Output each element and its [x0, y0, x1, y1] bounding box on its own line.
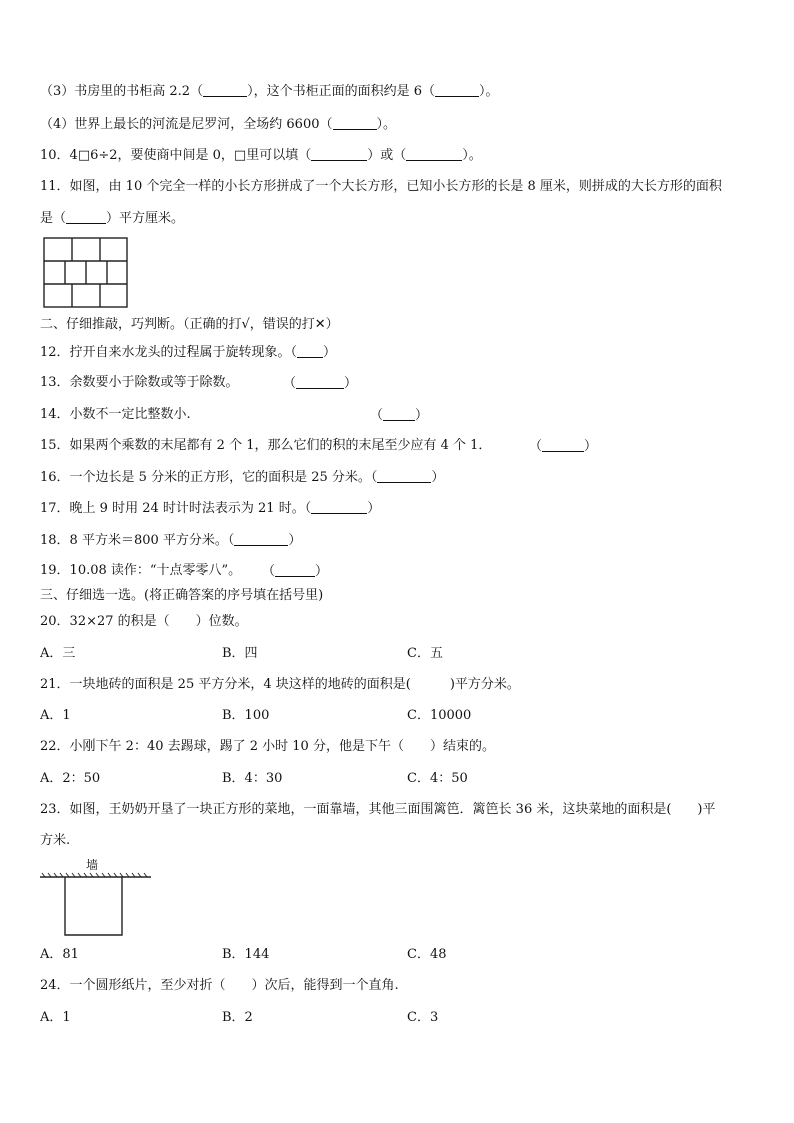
question-19 [40, 562, 241, 580]
question-23-option-a[interactable]: A．81 [40, 947, 79, 962]
question-20-option-b[interactable]: B．四 [222, 646, 258, 661]
answer-blank[interactable] [383, 406, 415, 421]
question-23-line1: 23．如图，王奶奶开垦了一块正方形的菜地，一面靠墙，其他三面围篱笆．篱笆长 36 米，这块菜地的面积是( )平 [40, 802, 716, 817]
answer-blank[interactable] [377, 468, 431, 483]
question-23-option-b[interactable]: B．144 [222, 947, 270, 962]
question-11-line1: 11．如图，由 10 个完全一样的小长方形拼成了一个大长方形，已知小长方形的长是 8 厘米，则拼成的大长方形的面积 [40, 179, 722, 194]
text: 17．晚上 9 时用 24 时计时法表示为 21 时。（ [40, 501, 312, 516]
text: （ [529, 439, 543, 454]
question-22-option-a[interactable]: A．2：50 [40, 771, 101, 786]
text: ） [344, 376, 358, 391]
question-20-option-a[interactable]: A．三 [40, 646, 76, 661]
text: （3）书房里的书柜高 2.2（ [40, 84, 204, 99]
question-11-line2 [40, 209, 184, 228]
text: ） [288, 533, 302, 548]
text: ） [367, 501, 381, 516]
question-14 [40, 406, 191, 424]
text: 18．8 平方米＝800 平方分米。（ [40, 533, 235, 548]
question-20-option-c[interactable]: C．五 [407, 646, 443, 661]
text: ）。 [478, 84, 499, 99]
question-22-option-c[interactable]: C．4：50 [407, 771, 468, 786]
text: ） [584, 439, 598, 454]
section-3-heading: 三、仔细选一选。(将正确答案的序号填在括号里) [40, 588, 324, 603]
question-15-bracket [529, 437, 597, 456]
question-13-bracket [283, 374, 357, 393]
answer-blank[interactable] [542, 437, 584, 452]
question-24: 24．一个圆形纸片，至少对折（ ）次后，能得到一个直角. [40, 978, 399, 993]
answer-blank[interactable] [311, 499, 367, 514]
text: （ [262, 564, 276, 579]
answer-blank[interactable] [435, 82, 479, 97]
question-23-option-c[interactable]: C．48 [407, 947, 447, 962]
question-18 [40, 531, 301, 550]
question-16 [40, 468, 444, 487]
text: ）平方厘米。 [106, 211, 185, 226]
answer-blank[interactable] [234, 531, 288, 546]
wall-garden-figure [38, 856, 154, 940]
answer-blank[interactable] [66, 209, 106, 224]
question-23-line2: 方米. [40, 833, 71, 848]
question-14-bracket [370, 406, 428, 425]
question-21-option-a[interactable]: A．1 [40, 708, 71, 723]
question-24-option-c[interactable]: C．3 [407, 1010, 439, 1025]
text: 13．余数要小于除数或等于除数。 [40, 375, 239, 390]
brick-rectangles-figure [43, 237, 129, 309]
answer-blank[interactable] [296, 374, 344, 389]
question-22: 22．小刚下午 2：40 去踢球，踢了 2 小时 10 分，他是下午（ ）结束的。 [40, 739, 495, 754]
text: ） [315, 564, 329, 579]
answer-blank[interactable] [297, 343, 323, 358]
text: （4）世界上最长的河流是尼罗河，全场约 6600（ [40, 117, 333, 132]
question-22-option-b[interactable]: B．4：30 [222, 771, 283, 786]
text: 16．一个边长是 5 分米的正方形，它的面积是 25 分米。（ [40, 470, 378, 485]
question-9-3 [40, 82, 499, 101]
answer-blank[interactable] [333, 115, 377, 130]
text: ） [415, 408, 429, 423]
question-20: 20．32×27 的积是（ ）位数。 [40, 614, 248, 629]
section-2-heading: 二、仔细推敲，巧判断。（正确的打√，错误的打✕） [40, 317, 339, 332]
question-24-option-b[interactable]: B．2 [222, 1010, 253, 1025]
question-19-bracket [262, 562, 328, 581]
answer-blank[interactable] [406, 146, 462, 161]
text: （ [370, 408, 384, 423]
text: （ [283, 376, 297, 391]
question-13 [40, 374, 239, 392]
answer-blank[interactable] [311, 146, 367, 161]
text: 15．如果两个乘数的末尾都有 2 个 1，那么它们的积的末尾至少应有 4 个 1． [40, 438, 492, 453]
text: 12．拧开自来水龙头的过程属于旋转现象。（ [40, 345, 298, 360]
answer-blank[interactable] [275, 562, 315, 577]
question-10 [40, 146, 482, 165]
text: ） [431, 470, 445, 485]
text: 是（ [40, 211, 67, 226]
text: ）或（ [367, 148, 407, 163]
question-15 [40, 437, 491, 455]
text: 19．10.08 读作：“十点零零八”。 [40, 563, 242, 578]
question-17 [40, 499, 380, 518]
text: 10．4□6÷2，要使商中间是 0，□里可以填（ [40, 148, 312, 163]
question-12 [40, 343, 336, 362]
question-21: 21．一块地砖的面积是 25 平方分米，4 块这样的地砖的面积是( )平方分米。 [40, 677, 520, 692]
text: 14．小数不一定比整数小. [40, 407, 191, 422]
text: ）。 [462, 148, 482, 163]
wall-label: 墙 [86, 858, 99, 872]
question-9-4 [40, 115, 396, 134]
question-21-option-c[interactable]: C．10000 [407, 708, 472, 723]
question-24-option-a[interactable]: A．1 [40, 1010, 71, 1025]
text: ），这个书柜正面的面积约是 6（ [247, 84, 435, 99]
text: ） [323, 345, 337, 360]
question-21-option-b[interactable]: B．100 [222, 708, 270, 723]
text: ）。 [376, 117, 397, 132]
answer-blank[interactable] [203, 82, 247, 97]
